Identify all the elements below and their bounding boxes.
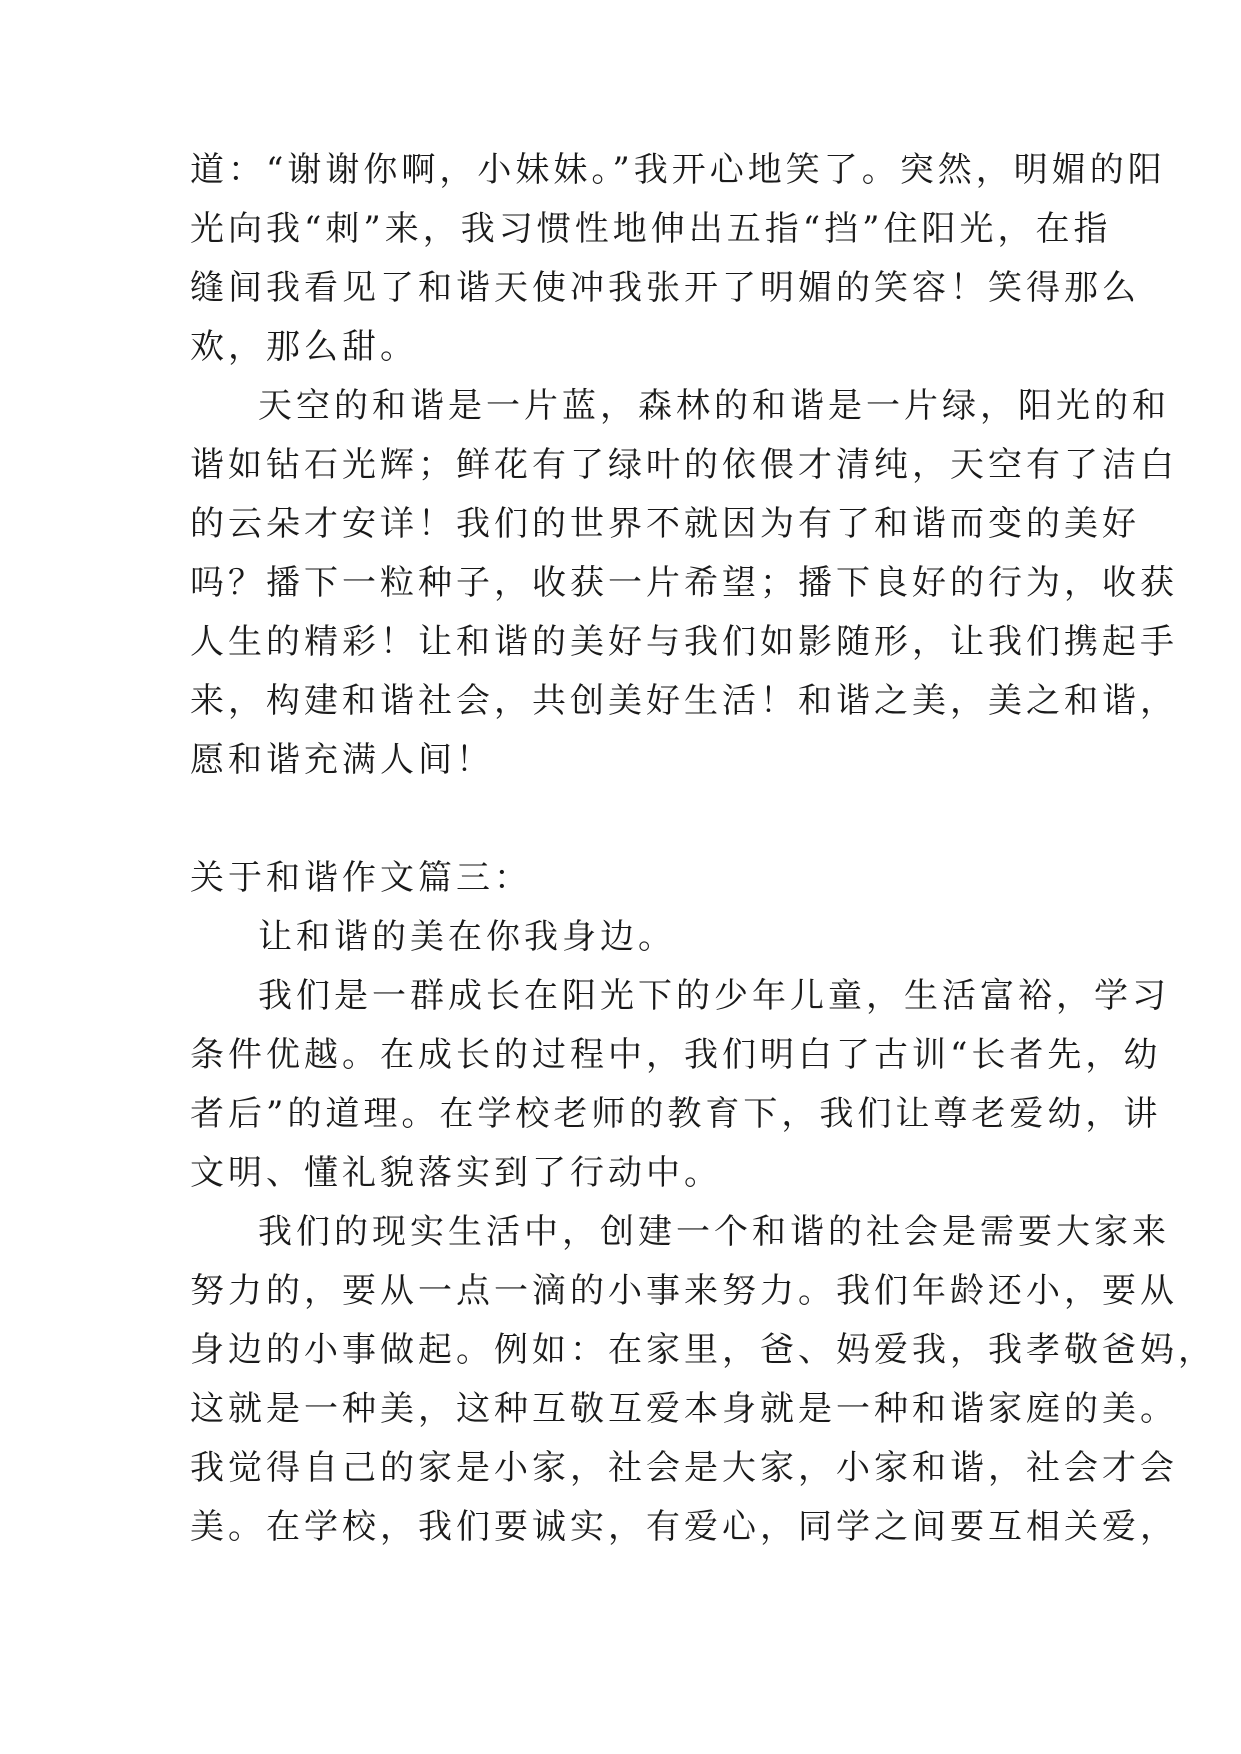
- paragraph-4-line-3: 身边的小事做起。例如：在家里，爸、妈爱我，我孝敬爸妈，: [190, 1330, 1216, 1370]
- section-heading: 关于和谐作文篇三：: [190, 858, 532, 898]
- paragraph-4-line-6: 美。在学校，我们要诚实，有爱心，同学之间要互相关爱，: [190, 1507, 1178, 1547]
- paragraph-2-line-5: 人生的精彩！让和谐的美好与我们如影随形，让我们携起手: [190, 622, 1178, 662]
- paragraph-2-line-7: 愿和谐充满人间！: [190, 740, 494, 780]
- paragraph-2-line-2: 谐如钻石光辉；鲜花有了绿叶的依偎才清纯，天空有了洁白: [190, 445, 1178, 485]
- paragraph-4-line-5: 我觉得自己的家是小家，社会是大家，小家和谐，社会才会: [190, 1448, 1178, 1488]
- paragraph-4-line-2: 努力的，要从一点一滴的小事来努力。我们年龄还小，要从: [190, 1271, 1178, 1311]
- paragraph-2-line-6: 来，构建和谐社会，共创美好生活！和谐之美，美之和谐，: [190, 681, 1178, 721]
- paragraph-3-line-4: 文明、懂礼貌落实到了行动中。: [190, 1153, 722, 1193]
- paragraph-1-line-2: 光向我“刺”来，我习惯性地伸出五指“挡”住阳光，在指: [190, 209, 1112, 249]
- paragraph-2-line-3: 的云朵才安详！我们的世界不就因为有了和谐而变的美好: [190, 504, 1140, 544]
- paragraph-4-line-1: 我们的现实生活中，创建一个和谐的社会是需要大家来: [258, 1212, 1170, 1252]
- paragraph-3-line-1: 我们是一群成长在阳光下的少年儿童，生活富裕，学习: [258, 976, 1170, 1016]
- paragraph-3-line-2: 条件优越。在成长的过程中，我们明白了古训“长者先，幼: [190, 1035, 1162, 1075]
- paragraph-1-line-1: 道：“谢谢你啊，小妹妹。”我开心地笑了。突然，明媚的阳: [190, 150, 1166, 190]
- paragraph-1-line-3: 缝间我看见了和谐天使冲我张开了明媚的笑容！笑得那么: [190, 268, 1140, 308]
- paragraph-1-line-4: 欢，那么甜。: [190, 327, 418, 367]
- essay-title: 让和谐的美在你我身边。: [258, 917, 676, 957]
- paragraph-2-line-4: 吗？播下一粒种子，收获一片希望；播下良好的行为，收获: [190, 563, 1178, 603]
- paragraph-3-line-3: 者后”的道理。在学校老师的教育下，我们让尊老爱幼，讲: [190, 1094, 1162, 1134]
- paragraph-2-line-1: 天空的和谐是一片蓝，森林的和谐是一片绿，阳光的和: [258, 386, 1170, 426]
- paragraph-4-line-4: 这就是一种美，这种互敬互爱本身就是一种和谐家庭的美。: [190, 1389, 1178, 1429]
